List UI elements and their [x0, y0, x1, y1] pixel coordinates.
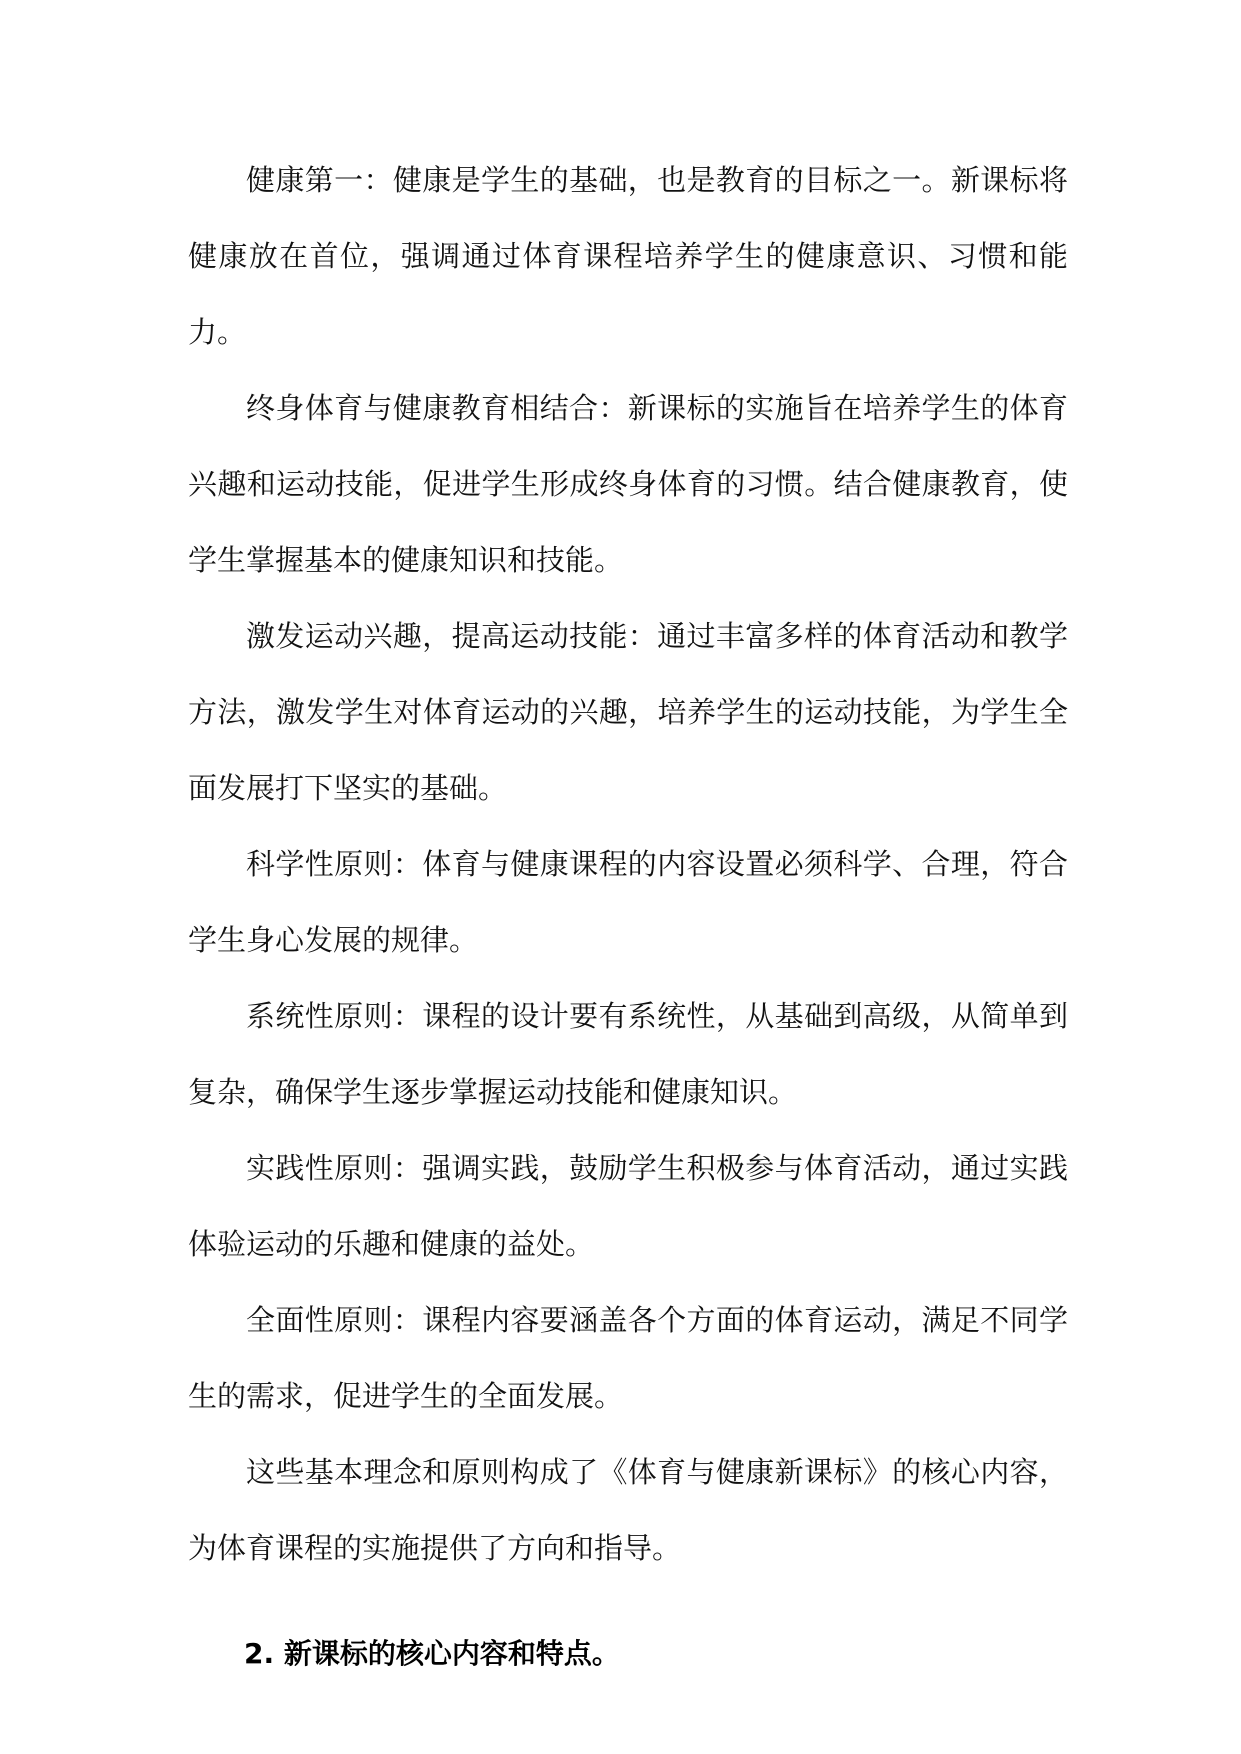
paragraph-comprehensive-principle: 全面性原则：课程内容要涵盖各个方面的体育运动，满足不同学生的需求，促进学生的全面发展。: [188, 1303, 1068, 1413]
paragraph-scientific-principle: 科学性原则：体育与健康课程的内容设置必须科学、合理，符合学生身心发展的规律。: [188, 847, 1068, 957]
document-body: [188, 142, 1068, 1692]
paragraph-summary: 这些基本理念和原则构成了《体育与健康新课标》的核心内容，为体育课程的实施提供了方向和指导。: [188, 1455, 1068, 1565]
paragraph-systematic-principle: 系统性原则：课程的设计要有系统性，从基础到高级，从简单到复杂，确保学生逐步掌握运动技能和健康知识。: [188, 999, 1068, 1109]
section-heading: 2. 新课标的核心内容和特点。: [244, 1637, 620, 1670]
paragraph-practical-principle: 实践性原则：强调实践，鼓励学生积极参与体育活动，通过实践体验运动的乐趣和健康的益处。: [188, 1151, 1068, 1261]
paragraph-health-first: 健康第一：健康是学生的基础，也是教育的目标之一。新课标将健康放在首位，强调通过体育课程培养学生的健康意识、习惯和能力。: [188, 163, 1068, 349]
paragraph-lifelong-sports: 终身体育与健康教育相结合：新课标的实施旨在培养学生的体育兴趣和运动技能，促进学生形成终身体育的习惯。结合健康教育，使学生掌握基本的健康知识和技能。: [188, 391, 1068, 577]
paragraph-motivate-interest: 激发运动兴趣，提高运动技能：通过丰富多样的体育活动和教学方法，激发学生对体育运动的兴趣，培养学生的运动技能，为学生全面发展打下坚实的基础。: [188, 619, 1068, 805]
